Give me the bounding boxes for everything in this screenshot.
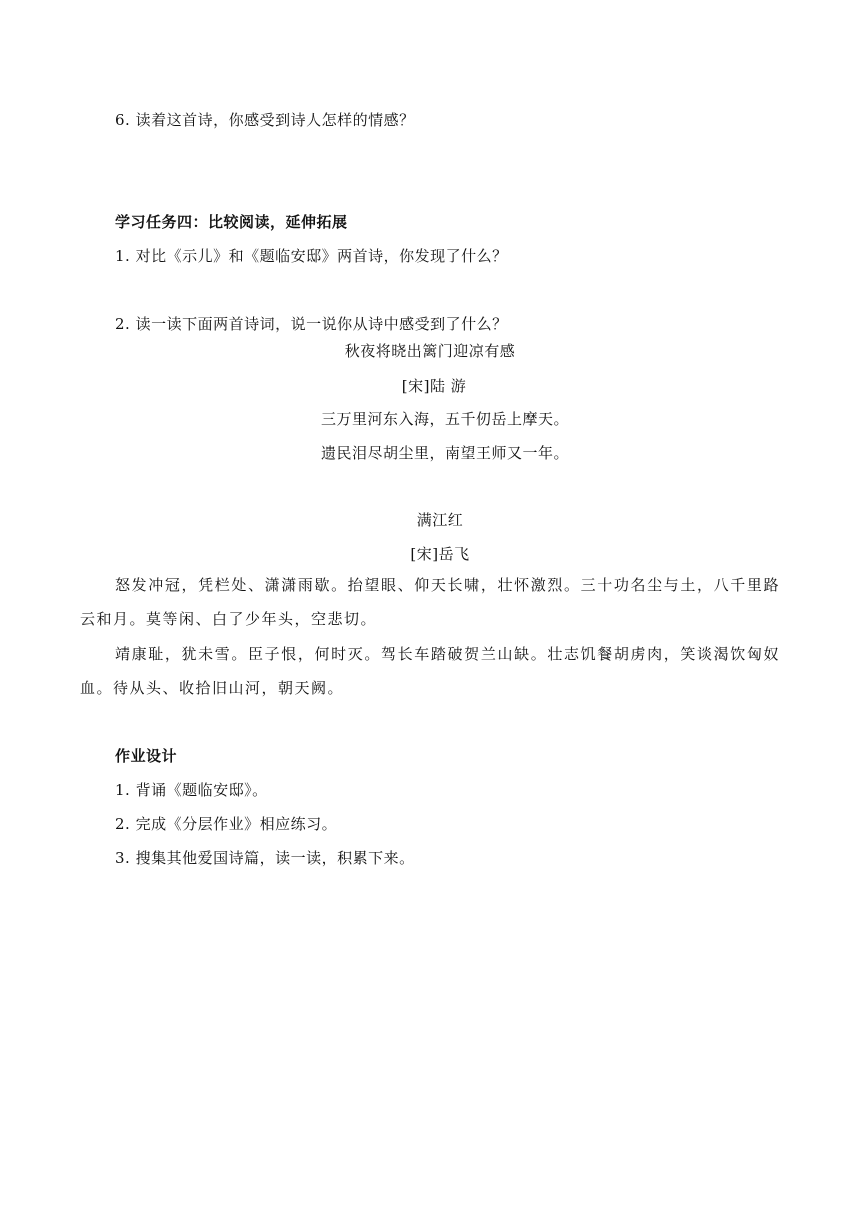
task4-question-1: 1. 对比《示儿》和《题临安邸》两首诗，你发现了什么？ bbox=[115, 247, 508, 265]
homework-item-1: 1. 背诵《题临安邸》。 bbox=[115, 781, 268, 799]
homework-heading: 作业设计 bbox=[115, 747, 178, 765]
poem2-paragraph-1: 怒发冲冠，凭栏处、潇潇雨歇。抬望眼、仰天长啸，壮怀激烈。三十功名尘与土，八千里路云和月。莫等闲、白了少年头，空悲切。 bbox=[80, 576, 780, 628]
task4-question-2: 2. 读一读下面两首诗词，说一说你从诗中感受到了什么？ bbox=[115, 315, 508, 333]
poem2-paragraph-2: 靖康耻，犹未雪。臣子恨，何时灭。驾长车踏破贺兰山缺。壮志饥餐胡虏肉，笑谈渴饮匈奴血。待从头、收拾旧山河，朝天阙。 bbox=[80, 645, 780, 697]
poem2-author: [宋]岳飞 bbox=[410, 545, 470, 563]
poem2-title: 满江红 bbox=[416, 511, 464, 529]
homework-item-2: 2. 完成《分层作业》相应练习。 bbox=[115, 815, 338, 833]
homework-item-3: 3. 搜集其他爱国诗篇，读一读，积累下来。 bbox=[115, 849, 415, 867]
task4-heading: 学习任务四：比较阅读，延伸拓展 bbox=[115, 213, 348, 231]
poem1-line-1: 三万里河东入海，五千仞岳上摩天。 bbox=[320, 410, 569, 428]
poem1-author: [宋]陆 游 bbox=[401, 377, 467, 395]
poem1-title: 秋夜将晓出篱门迎凉有感 bbox=[344, 342, 516, 360]
poem1-line-2: 遗民泪尽胡尘里，南望王师又一年。 bbox=[320, 444, 569, 462]
question-6: 6. 读着这首诗，你感受到诗人怎样的情感？ bbox=[115, 111, 415, 129]
